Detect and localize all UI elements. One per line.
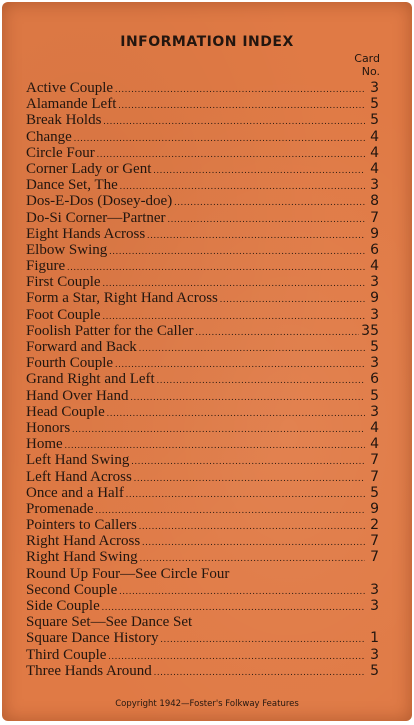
dot-leader <box>95 502 365 518</box>
entry-card-number: 3 <box>370 177 379 194</box>
entry-label: Promenade <box>26 500 94 517</box>
index-entry <box>26 242 379 258</box>
dot-leader <box>139 518 365 534</box>
entry-label: First Couple <box>26 274 101 291</box>
index-entry <box>26 388 379 404</box>
entry-label: Dos-E-Dos (Dosey-doe) <box>26 193 173 210</box>
index-entry <box>26 566 379 582</box>
entry-card-number: 3 <box>370 646 379 663</box>
entry-card-number: 4 <box>370 144 379 161</box>
entry-card-number: 7 <box>370 209 379 226</box>
index-entry <box>26 307 379 323</box>
entry-card-number: 3 <box>370 598 379 614</box>
index-entry <box>26 96 379 112</box>
dot-leader <box>115 81 365 97</box>
index-entry <box>26 485 379 501</box>
entry-card-number: 3 <box>370 306 379 323</box>
column-header-line-2: No. <box>361 65 380 78</box>
dot-leader <box>108 648 365 664</box>
index-entry <box>26 323 379 339</box>
entry-card-number: 4 <box>370 128 379 145</box>
entry-card-number: 35 <box>361 322 379 339</box>
index-entry <box>26 501 379 517</box>
entry-card-number: 7 <box>370 468 379 485</box>
index-entry <box>26 598 379 614</box>
index-entry <box>26 420 379 436</box>
dot-leader <box>134 470 365 486</box>
index-entry <box>26 436 379 452</box>
index-entry <box>26 80 379 96</box>
index-entry <box>26 258 379 274</box>
index-entry <box>26 517 379 533</box>
index-entry <box>26 663 379 679</box>
index-entry <box>26 339 379 355</box>
index-entry <box>26 129 379 145</box>
dot-leader <box>142 534 365 550</box>
index-entry <box>26 452 379 468</box>
dot-leader <box>147 227 365 243</box>
dot-leader <box>103 113 365 129</box>
dot-leader <box>130 389 365 405</box>
entry-label: Corner Lady or Gent <box>26 160 152 177</box>
index-entry <box>26 533 379 549</box>
entry-card-number: 7 <box>370 452 379 469</box>
entry-label: Third Couple <box>26 646 107 663</box>
entry-card-number: 5 <box>370 662 379 679</box>
index-entry <box>26 614 379 630</box>
entry-label: Head Couple <box>26 403 105 420</box>
entry-label: Hand Over Hand <box>26 387 129 404</box>
dot-leader <box>107 405 365 421</box>
entry-card-number: 9 <box>370 290 379 307</box>
entry-card-number: 5 <box>370 96 379 113</box>
dot-leader <box>67 259 365 275</box>
entry-label: Figure <box>26 258 66 275</box>
entry-label: Circle Four <box>26 144 95 161</box>
entry-label: Square Dance History <box>26 630 159 647</box>
entry-card-number: 7 <box>370 549 379 566</box>
entry-card-number: 4 <box>370 436 379 453</box>
dot-leader <box>153 162 365 178</box>
index-entry <box>26 469 379 485</box>
index-entry <box>26 145 379 161</box>
entry-label: Form a Star, Right Hand Across <box>26 290 218 307</box>
dot-leader <box>120 178 365 194</box>
dot-leader <box>103 275 365 291</box>
dot-leader <box>168 211 365 227</box>
dot-leader <box>157 372 365 388</box>
entry-card-number: 4 <box>370 258 379 275</box>
dot-leader <box>160 631 365 647</box>
entry-card-number: 6 <box>370 241 379 258</box>
entry-label: Square Set—See Dance Set <box>26 614 193 631</box>
entry-card-number: 3 <box>370 355 379 372</box>
index-entry <box>26 355 379 371</box>
dot-leader <box>72 421 365 437</box>
entry-label: Elbow Swing <box>26 241 108 258</box>
index-entry <box>26 112 379 128</box>
dot-leader <box>103 308 365 324</box>
dot-leader <box>118 97 365 113</box>
index-title: INFORMATION INDEX <box>120 34 294 50</box>
index-entry <box>26 226 379 242</box>
entry-card-number: 8 <box>370 193 379 210</box>
dot-leader <box>97 146 365 162</box>
index-entry <box>26 210 379 226</box>
entry-card-number: 5 <box>370 484 379 501</box>
index-entry <box>26 630 379 646</box>
entry-card-number: 4 <box>370 160 379 177</box>
dot-leader <box>102 599 365 615</box>
entry-label: Foolish Patter for the Caller <box>26 322 194 339</box>
entry-label: Break Holds <box>26 112 102 129</box>
dot-leader <box>115 356 365 372</box>
dot-leader <box>140 550 365 566</box>
dot-leader <box>126 486 365 502</box>
entry-label: Alamande Left <box>26 96 117 113</box>
entry-card-number: 5 <box>370 339 379 355</box>
column-header-line-1: Card <box>354 52 380 65</box>
dot-leader <box>139 340 365 356</box>
index-entry <box>26 404 379 420</box>
entry-label: Active Couple <box>26 80 114 96</box>
dot-leader <box>131 453 365 469</box>
entry-label: Side Couple <box>26 598 100 614</box>
entry-label: Three Hands Around <box>26 662 152 679</box>
index-entry <box>26 177 379 193</box>
entry-card-number: 9 <box>370 500 379 517</box>
entry-label: Pointers to Callers <box>26 517 137 534</box>
entry-label: Dance Set, The <box>26 177 118 194</box>
copyright-footer: Copyright 1942—Foster's Folkway Features <box>115 699 299 709</box>
dot-leader <box>154 664 365 680</box>
entry-card-number: 5 <box>370 112 379 129</box>
entry-card-number: 3 <box>370 274 379 291</box>
entry-label: Home <box>26 436 63 453</box>
entry-card-number: 2 <box>370 517 379 534</box>
dot-leader <box>174 194 365 210</box>
index-card <box>2 2 412 721</box>
entry-card-number: 5 <box>370 387 379 404</box>
index-entry <box>26 161 379 177</box>
index-entry <box>26 193 379 209</box>
index-entry <box>26 290 379 306</box>
dot-leader <box>74 130 365 146</box>
entry-card-number: 4 <box>370 419 379 436</box>
entry-label: Right Hand Across <box>26 533 141 550</box>
dot-leader <box>119 583 365 599</box>
index-entry <box>26 582 379 598</box>
entry-label: Fourth Couple <box>26 355 114 372</box>
entry-label: Round Up Four—See Circle Four <box>26 565 230 582</box>
index-entry <box>26 549 379 565</box>
entry-card-number: 9 <box>370 225 379 242</box>
dot-leader <box>195 324 359 340</box>
index-entry <box>26 371 379 387</box>
entry-label: Left Hand Across <box>26 468 132 485</box>
index-entry-list <box>26 80 379 679</box>
entry-label: Do-Si Corner—Partner <box>26 209 166 226</box>
dot-leader <box>109 243 365 259</box>
entry-card-number: 7 <box>370 533 379 550</box>
card-number-column-header <box>354 52 380 78</box>
index-entry <box>26 274 379 290</box>
entry-label: Grand Right and Left <box>26 371 155 388</box>
dot-leader <box>220 291 365 307</box>
entry-label: Foot Couple <box>26 306 101 323</box>
entry-label: Left Hand Swing <box>26 452 130 469</box>
index-entry <box>26 647 379 663</box>
entry-label: Change <box>26 128 72 145</box>
entry-card-number: 3 <box>370 80 379 96</box>
entry-label: Right Hand Swing <box>26 549 138 566</box>
dot-leader <box>65 437 365 453</box>
entry-label: Once and a Half <box>26 484 124 501</box>
entry-label: Eight Hands Across <box>26 225 146 242</box>
entry-card-number: 3 <box>370 403 379 420</box>
entry-card-number: 6 <box>370 371 379 388</box>
entry-card-number: 1 <box>370 630 379 647</box>
entry-label: Honors <box>26 419 71 436</box>
entry-label: Second Couple <box>26 581 118 598</box>
entry-label: Forward and Back <box>26 339 137 355</box>
entry-card-number: 3 <box>370 581 379 598</box>
